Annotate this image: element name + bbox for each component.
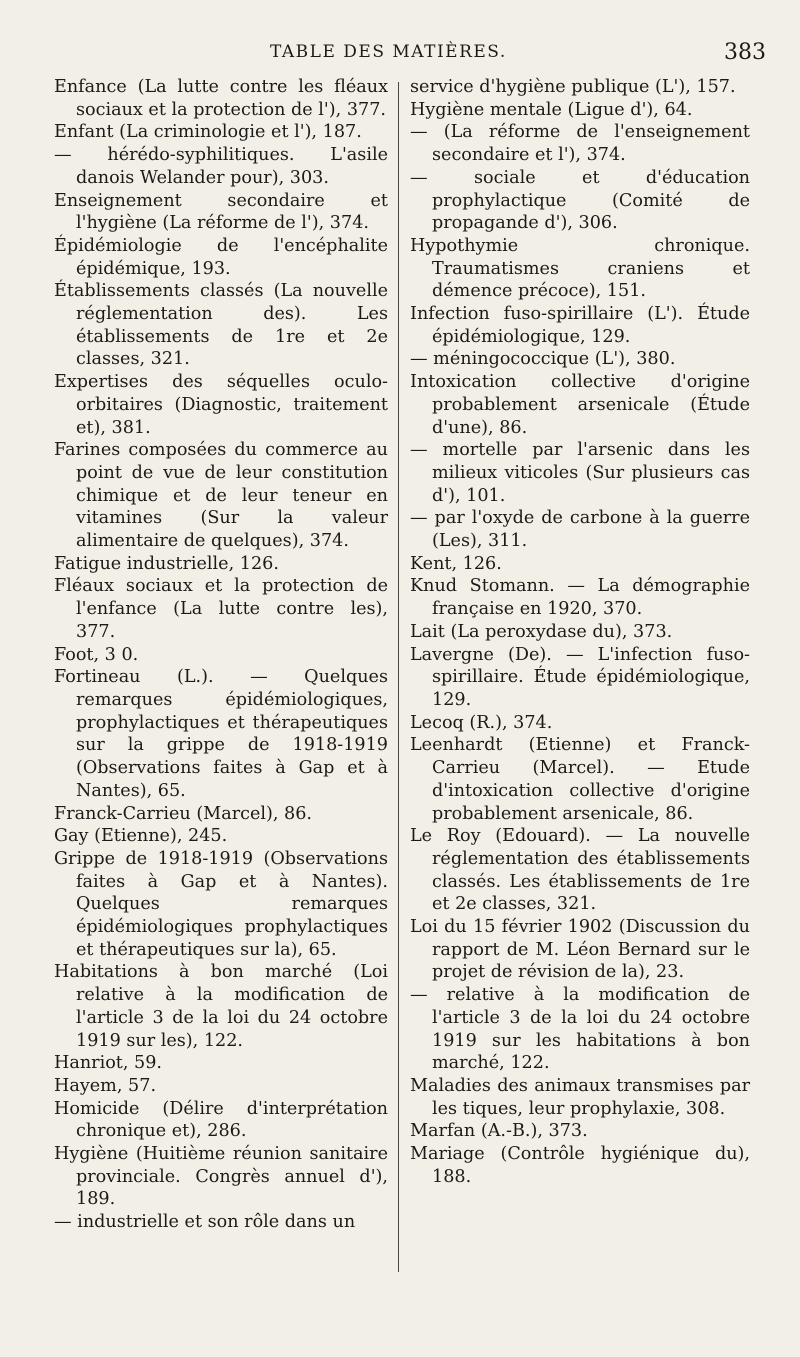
index-entry: Marfan (A.-B.), 373.	[410, 1121, 588, 1142]
page-header	[0, 40, 800, 70]
index-column-left	[54, 76, 388, 1234]
index-entry: service d'hygiène publique (L'), 157.	[410, 77, 736, 97]
index-entry: Enseignement secondaire et l'hygiène (La réforme de l'), 374.	[54, 190, 388, 234]
index-entry: Intoxication collective d'origine probablement arsenicale (Étude d'une), 86.	[410, 372, 750, 438]
index-entry: — relative à la modification de l'article 3 de la loi du 24 octobre 1919 sur les habitations à bon marché, 122.	[410, 985, 750, 1074]
index-entry: Lavergne (De). — L'infection fuso-spirillaire. Étude épidémiologique, 129.	[410, 644, 750, 710]
index-entry: Mariage (Contrôle hygiénique du), 188.	[410, 1144, 750, 1187]
index-entry: — mortelle par l'arsenic dans les milieux viticoles (Sur plusieurs cas d'), 101.	[410, 440, 750, 506]
index-entry: Hypothymie chronique. Traumatismes craniens et démence précoce), 151.	[410, 235, 750, 302]
index-entry: Knud Stomann. — La démographie française en 1920, 370.	[410, 576, 750, 620]
index-entry: Hygiène mentale (Ligue d'), 64.	[410, 99, 693, 120]
index-entry: Kent, 126.	[410, 553, 502, 574]
index-entry: Enfant (La criminologie et l'), 187.	[54, 122, 362, 143]
index-entry: Enfance (La lutte contre les fléaux sociaux et la protection de l'), 377.	[54, 77, 388, 120]
index-entry: — par l'oxyde de carbone à la guerre (Les), 311.	[410, 508, 750, 552]
index-entry: Infection fuso-spirillaire (L'). Étude épidémiologique, 129.	[410, 304, 750, 347]
index-entry: Fatigue industrielle, 126.	[54, 553, 279, 574]
index-entry: Le Roy (Edouard). — La nouvelle réglementation des établissements classés. Les établissements de 1re et 2e classes, 321.	[410, 826, 750, 915]
index-entry: Hanriot, 59.	[54, 1053, 163, 1074]
index-entry: Foot, 3 0.	[54, 644, 139, 665]
index-entry: Grippe de 1918-1919 (Observations faites à Gap et à Nantes). Quelques remarques épidémiologiques prophylactiques et thérapeutiques sur la), 65.	[54, 848, 388, 960]
index-entry: Homicide (Délire d'interprétation chronique et), 286.	[54, 1098, 388, 1142]
column-divider	[398, 82, 399, 1272]
index-column-right	[410, 76, 750, 1188]
index-entry: Fortineau (L.). — Quelques remarques épidémiologiques, prophylactiques et thérapeutiques sur la grippe de 1918-1919 (Observations faites à Gap et à Nantes), 65.	[54, 667, 388, 801]
index-entry: — méningococcique (L'), 380.	[410, 349, 676, 370]
index-entry: Établissements classés (La nouvelle réglementation des). Les établissements de 1re et 2e classes, 321.	[54, 281, 388, 370]
index-entry: Franck-Carrieu (Marcel), 86.	[54, 803, 313, 824]
page-number: 383	[724, 40, 766, 65]
index-entry: Leenhardt (Etienne) et Franck-Carrieu (Marcel). — Etude d'intoxication collective d'origine probablement arsenicale, 86.	[410, 735, 750, 824]
index-entry: Lecoq (R.), 374.	[410, 712, 553, 733]
index-entry: Lait (La peroxydase du), 373.	[410, 621, 673, 642]
index-entry: Farines composées du commerce au point de vue de leur constitution chimique et de leur teneur en vitamines (Sur la valeur alimentaire de quelques), 374.	[54, 440, 388, 552]
index-entry: Habitations à bon marché (Loi relative à la modification de l'article 3 de la loi du 24 octobre 1919 sur les), 122.	[54, 962, 388, 1051]
index-entry: Maladies des animaux transmises par les tiques, leur prophylaxie, 308.	[410, 1075, 750, 1119]
index-entry: Expertises des séquelles oculo-orbitaires (Diagnostic, traitement et), 381.	[54, 372, 388, 438]
index-entry: Fléaux sociaux et la protection de l'enfance (La lutte contre les), 377.	[54, 576, 388, 642]
index-entry: Hygiène (Huitième réunion sanitaire provinciale. Congrès annuel d'), 189.	[54, 1144, 388, 1210]
index-entry: Gay (Etienne), 245.	[54, 826, 228, 847]
index-entry: — industrielle et son rôle dans un	[54, 1212, 356, 1233]
index-entry: Épidémiologie de l'encéphalite épidémique, 193.	[54, 235, 388, 279]
index-entry: — hérédo-syphilitiques. L'asile danois Welander pour), 303.	[54, 145, 388, 188]
index-entry: Loi du 15 février 1902 (Discussion du rapport de M. Léon Bernard sur le projet de révision de la), 23.	[410, 917, 750, 983]
index-entry: Hayem, 57.	[54, 1075, 157, 1096]
index-entry: — (La réforme de l'enseignement secondaire et l'), 374.	[410, 122, 750, 166]
running-title: TABLE DES MATIÈRES.	[270, 42, 507, 62]
index-entry: — sociale et d'éducation prophylactique (Comité de propagande d'), 306.	[410, 167, 750, 234]
